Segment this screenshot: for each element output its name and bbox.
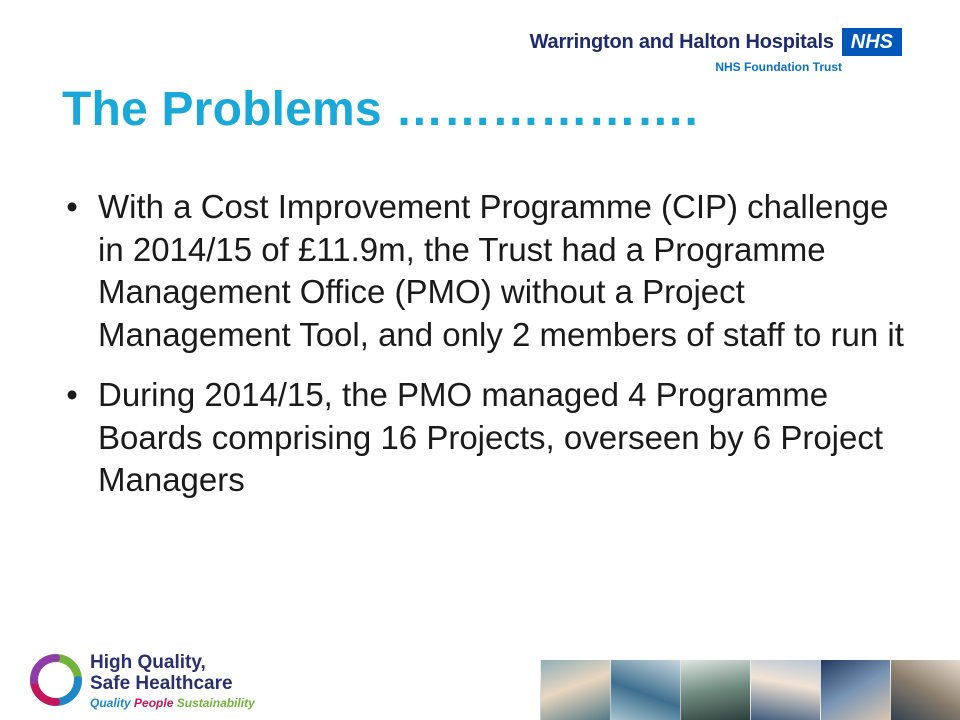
organization-subtitle: NHS Foundation Trust [715,60,842,74]
bullet-item [62,374,912,502]
photo-tile [540,660,610,720]
bullet-item [62,186,912,356]
nhs-badge: NHS [842,28,902,56]
photo-tile [610,660,680,720]
organization-logo-row [530,28,902,56]
photo-tile [820,660,890,720]
organization-name: Warrington and Halton Hospitals [529,30,834,53]
bullet-list [62,186,912,520]
photo-tile [680,660,750,720]
bullet-text: During 2014/15, the PMO managed 4 Programme Boards comprising 16 Projects, overseen by 6 Project Managers [98,376,884,499]
ring-logo-icon [28,652,84,708]
organization-logo [530,28,902,74]
footer-text [90,653,255,710]
footer-logo [28,652,255,712]
bullet-dot-icon: • [66,188,78,225]
tag-sustainability: Sustainability [176,695,255,710]
bullet-dot-icon: • [66,376,78,414]
hospital-photo-strip [540,660,960,720]
slide-title: The Problems ………………. [62,83,699,136]
footer-line-2: Safe Healthcare [90,672,233,694]
tag-quality: Quality [90,695,131,710]
footer-line-1: High Quality, [90,652,206,673]
tag-people: People [134,695,174,710]
photo-tile [890,660,960,720]
footer-tagline [90,697,255,710]
photo-tile [750,660,820,720]
bullet-text: With a Cost Improvement Programme (CIP) challenge in 2014/15 of £11.9m, the Trust had a Programme Management Office (PMO) without a Project Management Tool, and only 2 members of staff to run it [98,188,904,353]
